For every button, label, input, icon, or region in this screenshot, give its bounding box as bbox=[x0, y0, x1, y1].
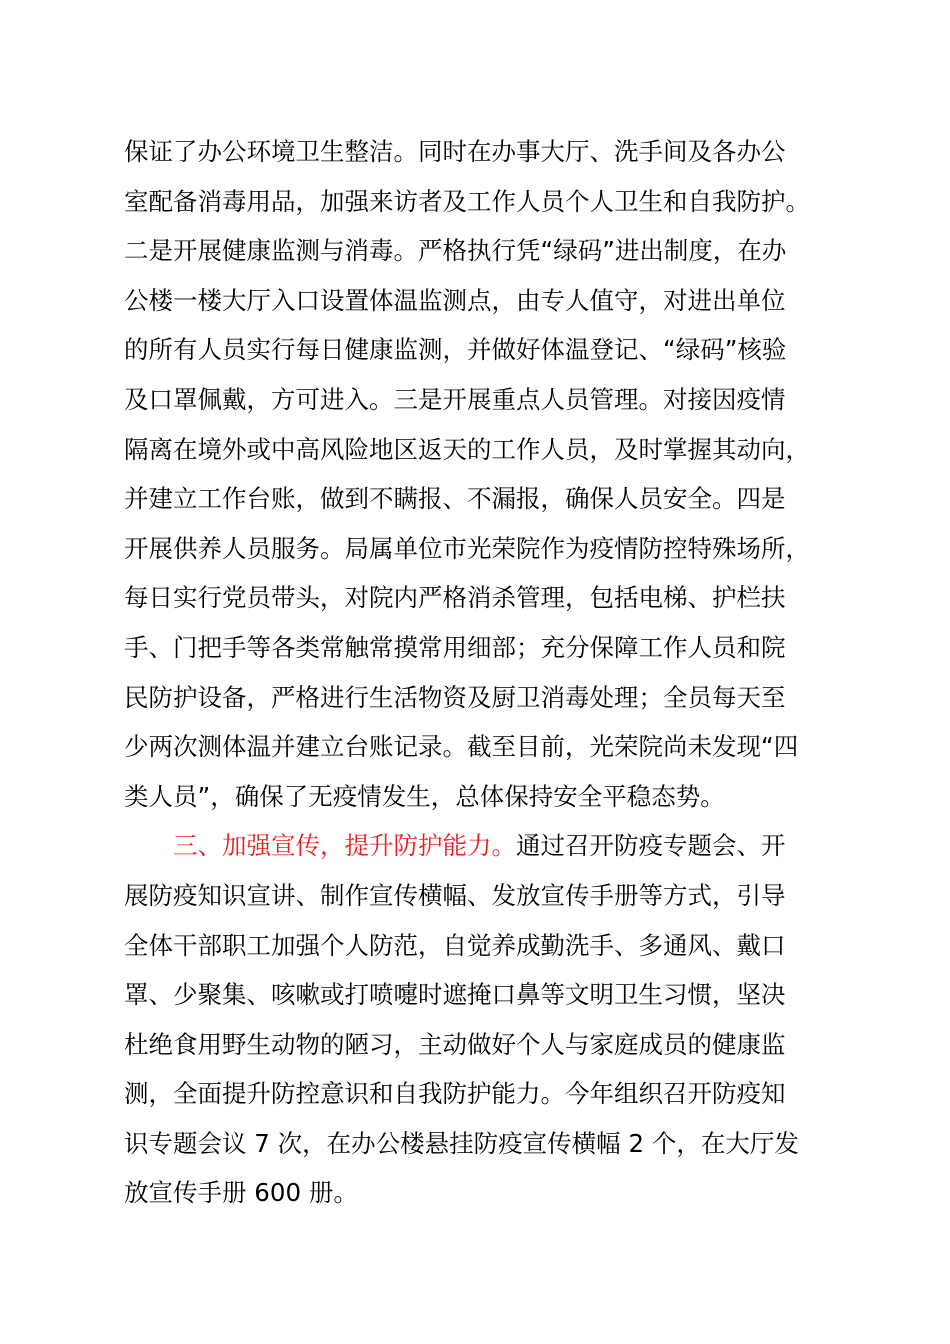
paragraph-line: 全体干部职工加强个人防范，自觉养成勤洗手、多通风、戴口 bbox=[124, 930, 786, 960]
paragraph-line: 识专题会议 7 次，在办公楼悬挂防疫宣传横幅 2 个，在大厅发 bbox=[124, 1128, 799, 1158]
section3-first-line-text: 通过召开防疫专题会、开 bbox=[516, 831, 786, 861]
paragraph-line: 的所有人员实行每日健康监测，并做好体温登记、“绿码”核验 bbox=[124, 335, 787, 365]
paragraph-line: 放宣传手册 600 册。 bbox=[124, 1178, 358, 1208]
paragraph-line: 公楼一楼大厅入口设置体温监测点，由专人值守，对进出单位 bbox=[124, 285, 786, 315]
paragraph-line: 每日实行党员带头，对院内严格消杀管理，包括电梯、护栏扶 bbox=[124, 583, 786, 613]
paragraph-line: 保证了办公环境卫生整洁。同时在办事大厅、洗手间及各办公 bbox=[124, 137, 786, 166]
paragraph-line: 及口罩佩戴，方可进入。三是开展重点人员管理。对接因疫情 bbox=[124, 384, 786, 414]
paragraph-line: 室配备消毒用品，加强来访者及工作人员个人卫生和自我防护。 bbox=[124, 186, 810, 216]
paragraph-line: 手、门把手等各类常触常摸常用细部；充分保障工作人员和院 bbox=[124, 632, 786, 662]
paragraph-line: 二是开展健康监测与消毒。严格执行凭“绿码”进出制度，在办 bbox=[124, 236, 787, 266]
paragraph-line: 测，全面提升防控意识和自我防护能力。今年组织召开防疫知 bbox=[124, 1079, 786, 1109]
section3-first-line bbox=[124, 821, 864, 871]
paragraph-line: 罩、少聚集、咳嗽或打喷嚏时遮掩口鼻等文明卫生习惯，坚决 bbox=[124, 980, 786, 1010]
section3-heading: 三、加强宣传，提升防护能力。 bbox=[173, 831, 516, 861]
paragraph-line: 杜绝食用野生动物的陋习，主动做好个人与家庭成员的健康监 bbox=[124, 1029, 786, 1059]
paragraph-line: 并建立工作台账，做到不瞒报、不漏报，确保人员安全。四是 bbox=[124, 484, 786, 514]
paragraph-line: 隔离在境外或中高风险地区返天的工作人员，及时掌握其动向， bbox=[124, 434, 810, 464]
body-text bbox=[124, 127, 864, 1218]
paragraph-line: 展防疫知识宣讲、制作宣传横幅、发放宣传手册等方式，引导 bbox=[124, 880, 786, 910]
paragraph-line: 民防护设备，严格进行生活物资及厨卫消毒处理；全员每天至 bbox=[124, 682, 786, 712]
paragraph-line: 类人员”，确保了无疫情发生，总体保持安全平稳态势。 bbox=[124, 781, 725, 811]
paragraph-line: 少两次测体温并建立台账记录。截至目前，光荣院尚未发现“四 bbox=[124, 732, 799, 762]
paragraph-line: 开展供养人员服务。局属单位市光荣院作为疫情防控特殊场所， bbox=[124, 533, 810, 563]
